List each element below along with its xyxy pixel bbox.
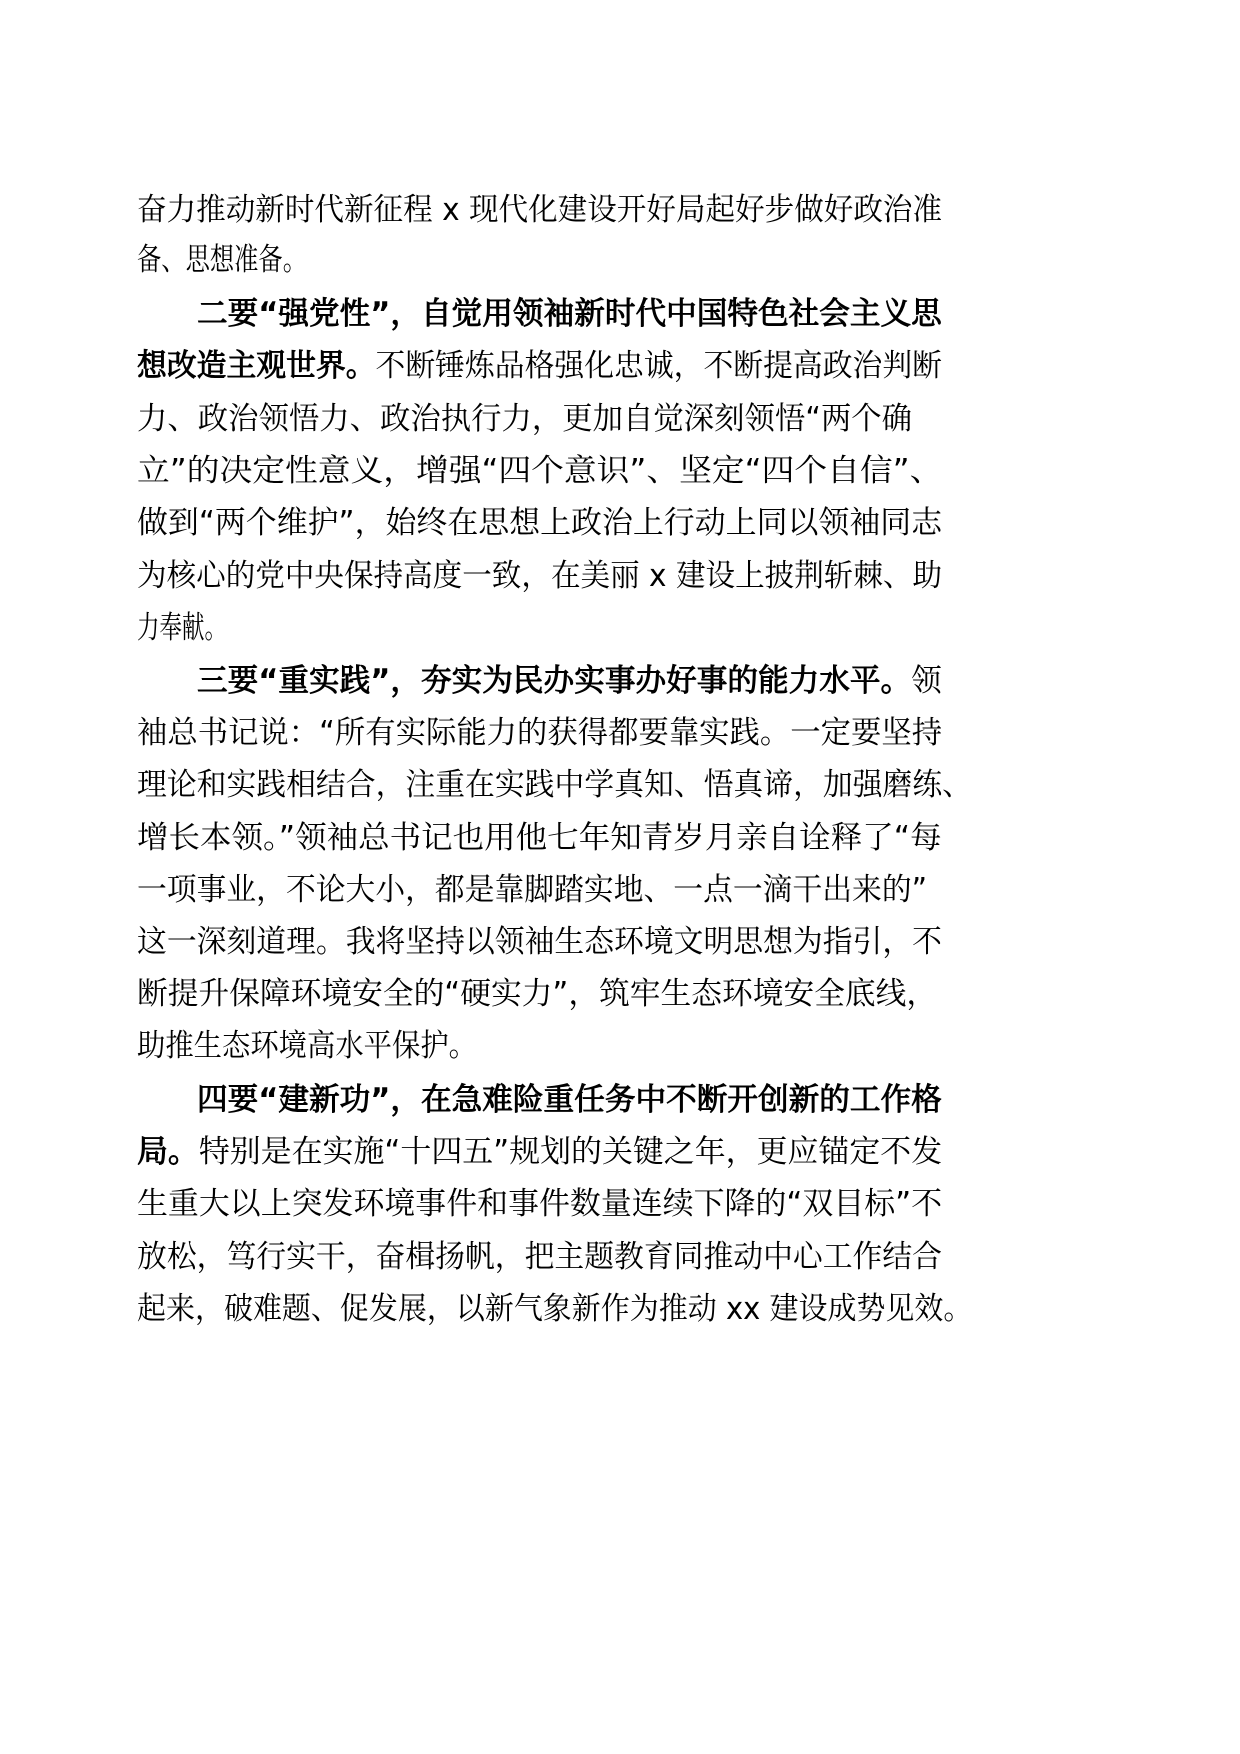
text-line [137,818,942,858]
bold-text-span: 局。 [137,1134,199,1170]
text-span: 做到“两个维护”，始终在思想上政治上行动上同以领袖同志 [137,505,943,541]
text-line [137,870,927,910]
text-line [137,922,942,962]
text-line [137,346,942,386]
bold-text-span: 四要“建新功”，在急难险重任务中不断开创新的工作格 [197,1082,942,1118]
text-line [137,713,942,753]
text-span: 为核心的党中央保持高度一致，在美丽 x 建设上披荆斩棘、助 [137,558,943,594]
text-line [137,451,942,491]
text-line [137,974,937,1014]
bold-text-span: 想改造主观世界。 [137,348,376,384]
text-span: 力奉献。 [137,610,227,646]
text-line [197,294,942,334]
text-span: 生重大以上突发环境事件和事件数量连续下降的“双目标”不 [137,1186,943,1222]
text-line [137,240,307,280]
text-line [137,556,942,596]
text-line [197,661,942,701]
text-span: 增长本领。”领袖总书记也用他七年知青岁月亲自诠释了“每 [137,820,942,856]
text-line [137,190,942,230]
text-span: 奋力推动新时代新征程 x 现代化建设开好局起好步做好政治准 [137,192,943,228]
text-span: 一项事业，不论大小，都是靠脚踏实地、一点一滴干出来的” [137,872,928,908]
text-span: 理论和实践相结合，注重在实践中学真知、悟真谛，加强磨练、 [137,767,972,803]
text-span: 袖总书记说：“所有实际能力的获得都要靠实践。一定要坚持 [137,715,943,751]
text-line [137,399,912,439]
text-line [137,1184,942,1224]
text-span: 这一深刻道理。我将坚持以领袖生态环境文明思想为指引，不 [137,924,942,960]
text-span: 立”的决定性意义，增强“四个意识”、坚定“四个自信”、 [137,453,943,489]
text-line [137,503,942,543]
text-line [137,608,227,648]
text-span: 放松，笃行实干，奋楫扬帆，把主题教育同推动中心工作结合 [137,1239,942,1275]
text-line [137,1289,972,1329]
text-span: 特别是在实施“十四五”规划的关键之年，更应锚定不发 [198,1134,943,1170]
text-line [137,1026,477,1066]
bold-text-span: 三要“重实践”，夯实为民办实事办好事的能力水平。 [197,663,912,699]
text-line [137,1132,942,1172]
text-span: 助推生态环境高水平保护。 [137,1028,477,1064]
text-line [197,1080,942,1120]
bold-text-span: 二要“强党性”，自觉用领袖新时代中国特色社会主义思 [197,296,942,332]
text-line [137,1237,942,1277]
text-span: 领 [911,663,942,699]
text-span: 不断锤炼品格强化忠诚，不断提高政治判断 [375,348,942,384]
text-span: 备、思想准备。 [137,242,307,278]
text-span: 力、政治领悟力、政治执行力，更加自觉深刻领悟“两个确 [137,401,913,437]
text-line [137,765,972,805]
text-span: 起来，破难题、促发展，以新气象新作为推动 xx 建设成势见效。 [137,1291,973,1327]
text-span: 断提升保障环境安全的“硬实力”，筑牢生态环境安全底线， [137,976,938,1012]
